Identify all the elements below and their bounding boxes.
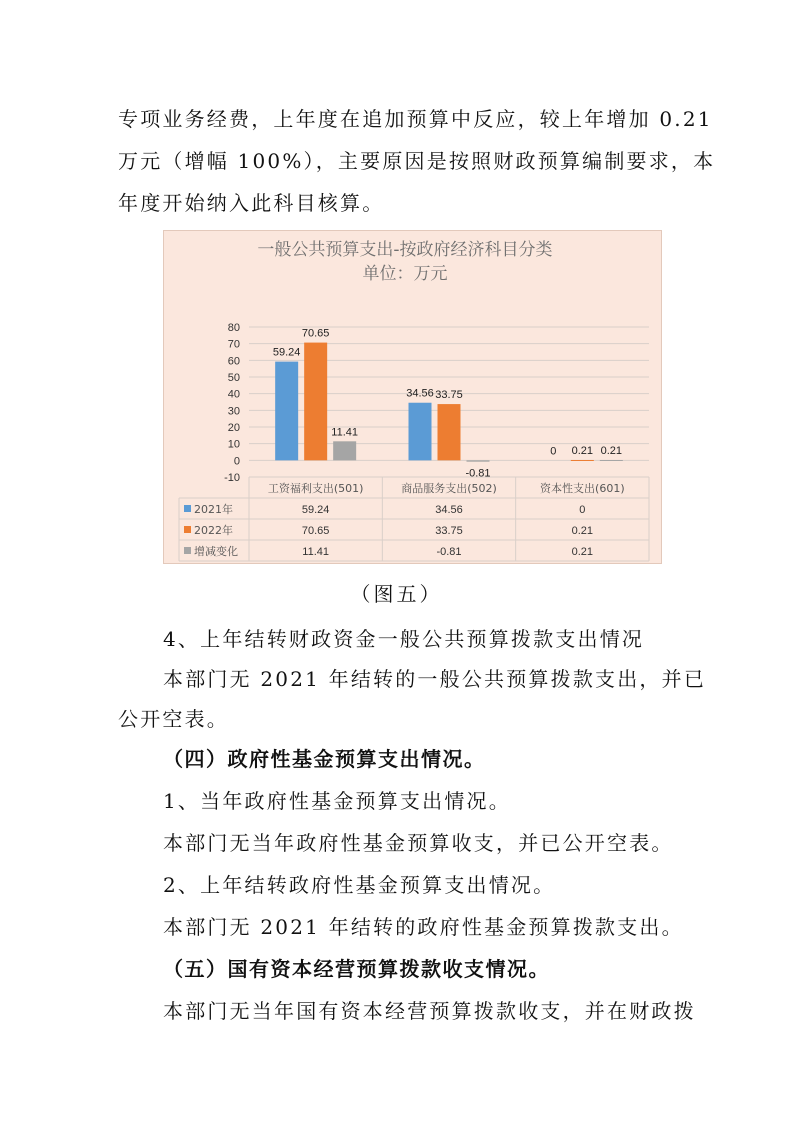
x-category-label: 工资福利支出(501)	[267, 482, 364, 495]
bar	[304, 343, 327, 461]
figure-caption: （图五）	[350, 582, 443, 606]
table-cell: 0.21	[571, 525, 594, 537]
bar	[571, 460, 594, 461]
data-label: 34.56	[406, 387, 434, 400]
table-cell: 11.41	[302, 546, 330, 558]
legend-swatch	[184, 505, 191, 512]
y-tick-label: 70	[227, 338, 240, 351]
bar	[409, 403, 432, 461]
bar	[467, 460, 490, 461]
bar	[333, 441, 356, 460]
y-tick-label: 30	[227, 405, 240, 418]
paragraph-line: 专项业务经费，上年度在追加预算中反应，较上年增加 0.21	[118, 107, 713, 131]
data-label: 33.75	[435, 389, 463, 402]
y-tick-label: 0	[233, 455, 240, 468]
data-label: 0.21	[600, 444, 623, 457]
legend-label: 2022年	[194, 524, 233, 537]
section-heading: （五）国有资本经营预算拨款收支情况。	[163, 957, 550, 981]
y-tick-label: 60	[227, 355, 240, 368]
paragraph-line: 年度开始纳入此科目核算。	[118, 191, 385, 215]
paragraph-line: 本部门无 2021 年结转的政府性基金预算拨款支出。	[163, 915, 684, 939]
y-tick-label: 80	[227, 322, 240, 334]
legend-swatch	[184, 547, 191, 554]
y-tick-label: -10	[224, 472, 240, 484]
paragraph-line: 万元（增幅 100%），主要原因是按照财政预算编制要求，本	[118, 149, 716, 173]
data-label: -0.81	[465, 467, 491, 480]
legend-swatch	[184, 526, 191, 533]
x-category-label: 资本性支出(601)	[540, 482, 625, 495]
paragraph-line: 本部门无当年政府性基金预算收支，并已公开空表。	[163, 831, 674, 855]
data-label: 70.65	[301, 327, 330, 340]
data-label: 0	[550, 445, 557, 458]
legend-label: 增减变化	[194, 545, 238, 558]
table-cell: 33.75	[435, 525, 463, 537]
bar-chart	[164, 231, 661, 563]
section-item: 4、上年结转财政资金一般公共预算拨款支出情况	[163, 627, 645, 651]
paragraph-line: 本部门无当年国有资本经营预算拨款收支，并在财政拨	[163, 999, 696, 1023]
table-cell: 70.65	[301, 525, 330, 537]
table-cell: -0.81	[436, 546, 462, 558]
data-label: 59.24	[272, 346, 301, 359]
y-tick-label: 40	[227, 388, 240, 401]
data-label: 11.41	[331, 426, 359, 439]
table-cell: 0.21	[571, 546, 594, 558]
y-tick-label: 50	[227, 372, 240, 384]
legend-label: 2021年	[194, 503, 233, 516]
paragraph-line: 公开空表。	[118, 707, 229, 731]
paragraph-line: 本部门无 2021 年结转的一般公共预算拨款支出，并已	[163, 667, 707, 691]
bar	[600, 460, 623, 461]
section-item: 2、上年结转政府性基金预算支出情况。	[163, 873, 556, 897]
y-tick-label: 10	[227, 438, 240, 451]
table-cell: 0	[579, 504, 586, 516]
y-tick-label: 20	[227, 422, 240, 434]
table-cell: 34.56	[435, 504, 463, 516]
data-label: 0.21	[571, 444, 594, 457]
table-cell: 59.24	[301, 504, 330, 516]
section-item: 1、当年政府性基金预算支出情况。	[163, 789, 511, 813]
bar	[438, 404, 461, 460]
chart-subtitle: 单位：万元	[362, 264, 448, 284]
section-heading: （四）政府性基金预算支出情况。	[163, 747, 486, 771]
chart-container	[163, 230, 662, 564]
x-category-label: 商品服务支出(502)	[401, 482, 497, 495]
bar	[275, 362, 298, 461]
chart-title: 一般公共预算支出-按政府经济科目分类	[257, 240, 553, 260]
